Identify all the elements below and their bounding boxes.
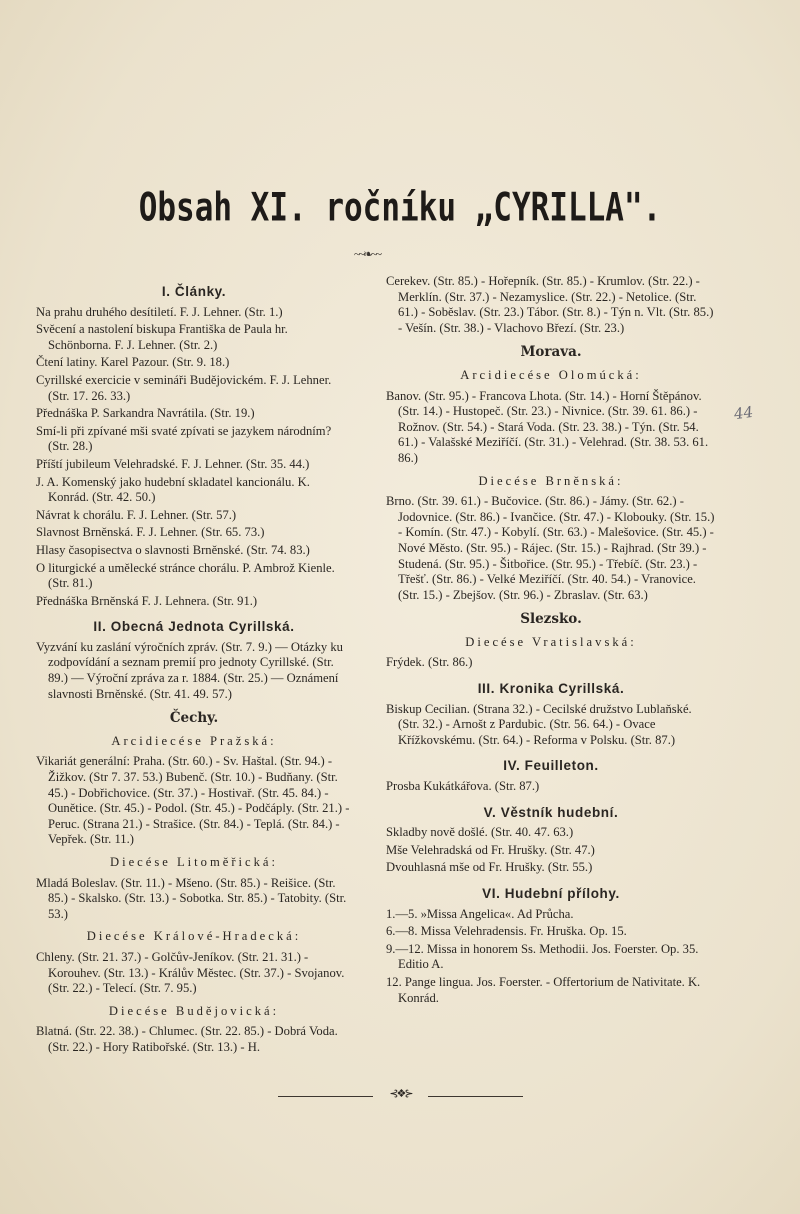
toc-entry: Brno. (Str. 39. 61.) - Bučovice. (Str. 86.) - Jámy. (Str. 62.) - Jodovnice. (Str. 86.) - Ivančice. (Str. 47.) - Klobouky. (Str. 15.) - Komín. (Str. 47.) - Kobylí. (Str. 63.) - Malešovice. (Str. 45.) - Nové Město. (Str. 95.) - Rájec. (Str. 15.) - Rajhrad. (Str 39.) - Studená. (Str. 95.) - Šitbořice. (Str. 95.) - Třebíč. (Str. 23.) - Třešť. (Str. 86.) - Velké Meziříčí. (Str. 40. 54.) - Vranovice. (Str. 15.) - Zbejšov. (Str. 96.) - Zbraslav. (Str. 63.) — [386, 494, 715, 602]
title-ornament: ~~❧~~ — [353, 247, 381, 261]
section-heading: VI. Hudební přílohy. — [482, 886, 620, 901]
toc-entry: Prosba Kukátkářova. (Str. 87.) — [386, 779, 540, 794]
section-heading: I. Články. — [161, 284, 227, 299]
section-heading: Diecése Vratislavská: — [465, 634, 637, 649]
ornament-line-right — [428, 1096, 523, 1097]
section-heading: V. Věstník hudební. — [483, 804, 619, 820]
section-heading: Diecése Budějovická: — [108, 1003, 280, 1018]
toc-entry: Na prahu druhého desítiletí. F. J. Lehner. (Str. 1.) — [36, 304, 283, 319]
toc-entry: Čtení latiny. Karel Pazour. (Str. 9. 18.) — [36, 355, 230, 370]
toc-entry: J. A. Komenský jako hudební skladatel kancionálu. K. Konrád. (Str. 42. 50.) — [36, 474, 310, 505]
toc-entry: 12. Pange lingua. Jos. Foerster. - Offertorium de Nativitate. K. Konrád. — [386, 974, 701, 1005]
left-column — [36, 274, 352, 1058]
bottom-ornament — [278, 1090, 523, 1104]
toc-entry: O liturgické a umělecké stránce chorálu. P. Ambrož Kienle. (Str. 81.) — [36, 560, 335, 591]
toc-entry: Skladby nově došlé. (Str. 40. 47. 63.) — [386, 825, 574, 840]
toc-entry: Svěcení a nastolení biskupa Františka de Paula hr. Schönborna. F. J. Lehner. (Str. 2.) — [36, 322, 288, 352]
handwritten-page-number: 44 — [732, 402, 755, 424]
toc-entry: 6.—8. Missa Velehradensis. Fr. Hruška. Op. 15. — [386, 924, 627, 939]
section-heading: Arcidiecése Olomúcká: — [460, 367, 642, 382]
right-column — [386, 274, 716, 1008]
section-heading: Arcidiecése Pražská: — [111, 733, 277, 748]
toc-entry: Příští jubileum Velehradské. F. J. Lehner. (Str. 35. 44.) — [36, 456, 310, 471]
toc-entry: Cyrillské exercicie v semináři Budějovickém. F. J. Lehner. (Str. 17. 26. 33.) — [36, 372, 332, 403]
section-heading: II. Obecná Jednota Cyrillská. — [93, 619, 295, 635]
toc-entry: Banov. (Str. 95.) - Francova Lhota. (Str. 14.) - Horní Štěpánov. (Str. 14.) - Hustopeč. (Str. 23.) - Nivnice. (Str. 39. 61. 86.) - Rožnov. (Str. 54.) - Stará Voda. (Str. 23. 38.) - Týn. (Str. 54. 61.) - Valašské Meziříčí. (Str. 31.) - Velehrad. (Str. 38. 53. 61. 86.) — [386, 388, 709, 465]
toc-entry: Slavnost Brněnská. F. J. Lehner. (Str. 65. 73.) — [36, 525, 265, 540]
toc-entry: Přednáška P. Sarkandra Navrátila. (Str. 19.) — [36, 406, 255, 421]
page-title: Obsah XI. ročníku „CYRILLA". — [138, 185, 662, 231]
toc-entry: Vikariát generální: Praha. (Str. 60.) - Sv. Haštal. (Str. 94.) - Žižkov. (Str 7. 37. 53.) Bubenč. (Str. 10.) - Budňany. (Str. 45.) - Dobřichovice. (Str. 37.) - Hostivař. (Str. 45. 84.) - Ounětice. (Str. 45.) - Podol. (Str. 45.) - Podčáply. (Str. 21.) - Peruc. (Strana 21.) - Strašice. (Str. 84.) - Teplá. (Str. 84.) - Vepřek. (Str. 11.) — [36, 754, 350, 847]
section-heading: Diecése Králové-Hradecká: — [86, 929, 302, 944]
section-heading: Slezsko. — [520, 611, 582, 628]
section-heading: Diecése Brněnská: — [478, 473, 624, 488]
toc-entry: Smí-li při zpívané mši svaté zpívati se jazykem národním? (Str. 28.) — [36, 423, 332, 454]
ornament-center: ⊰❖⊱ — [389, 1088, 412, 1100]
toc-entry: Návrat k chorálu. F. J. Lehner. (Str. 57.) — [36, 507, 237, 522]
toc-entry: Hlasy časopisectva o slavnosti Brněnské. (Str. 74. 83.) — [36, 542, 310, 557]
toc-entry: Chleny. (Str. 21. 37.) - Golčův-Jeníkov. (Str. 21. 31.) - Korouhev. (Str. 13.) - Králův Městec. (Str. 37.) - Svojanov. (Str. 22.) - Telecí. (Str. 7. 95.) — [36, 949, 345, 996]
ornament-line-left — [278, 1096, 373, 1097]
toc-entry: Vyzvání ku zaslání výročních zpráv. (Str. 7. 9.) — Otázky ku zodpovídání a seznam premií pro jednoty Cyrillské. (Str. 89.) — Výroční zpráva za r. 1884. (Str. 25.) — Oznámení slavnosti Brněnské. (Str. 41. 49. 57.) — [36, 639, 343, 701]
toc-entry: 1.—5. »Missa Angelica«. Ad Průcha. — [386, 906, 574, 921]
toc-entry: Mladá Boleslav. (Str. 11.) - Mšeno. (Str. 85.) - Reišice. (Str. 85.) - Skalsko. (Str. 13.) - Sobotka. Str. 85.) - Tatobity. (Str. 53.) — [36, 875, 347, 921]
toc-entry: Mše Velehradská od Fr. Hrušky. (Str. 47.) — [386, 842, 595, 857]
toc-entry: Přednáška Brněnská F. J. Lehnera. (Str. 91.) — [36, 593, 258, 608]
section-heading: IV. Feuilleton. — [503, 758, 599, 774]
section-heading: III. Kronika Cyrillská. — [477, 681, 625, 697]
toc-entry: Blatná. (Str. 22. 38.) - Chlumec. (Str. 22. 85.) - Dobrá Voda. (Str. 22.) - Hory Ratibořské. (Str. 13.) - H. — [36, 1024, 338, 1054]
section-heading: Diecése Litoměřická: — [109, 855, 279, 869]
toc-entry: Frýdek. (Str. 86.) — [386, 655, 473, 670]
toc-entry: 9.—12. Missa in honorem Ss. Methodii. Jos. Foerster. Op. 35. Editio A. — [386, 941, 699, 972]
section-heading: Čechy. — [169, 710, 219, 727]
toc-entry: Biskup Cecilian. (Strana 32.) - Cecilské družstvo Lublaňské. (Str. 32.) - Arnošt z Pardubic. (Str. 56. 64.) - Ovace Křížkovskému. (Str. 64.) - Reforma v Polsku. (Str. 87.) — [386, 701, 692, 747]
toc-entry: Dvouhlasná mše od Fr. Hrušky. (Str. 55.) — [386, 860, 593, 875]
toc-entry: Cerekev. (Str. 85.) - Hořepník. (Str. 85.) - Krumlov. (Str. 22.) - Merklín. (Str. 37.) - Nezamyslice. (Str. 22.) - Netolice. (Str. 61.) - Soběslav. (Str. 23.) Tábor. (Str. 8.) - Týn n. Vlt. (Str. 85.) - Vešín. (Str. 38.) - Vlachovo Březí. (Str. 23.) — [386, 274, 714, 335]
section-heading: Morava. — [520, 344, 582, 361]
